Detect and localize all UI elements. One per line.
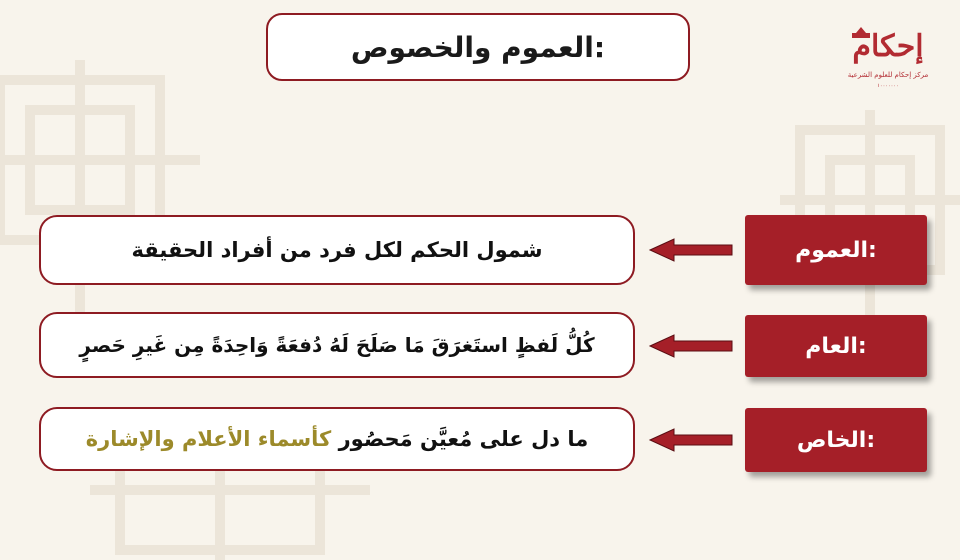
page-title: [266, 13, 690, 81]
left-arrow-icon: [648, 237, 734, 263]
definition-khas-text: ما دل على مُعيَّن مَحصُور: [338, 427, 589, 451]
page-title-text: العموم والخصوص:: [350, 30, 606, 64]
label-aam: [745, 315, 927, 377]
ihkam-logo-icon: [846, 25, 930, 95]
definition-aam: [39, 312, 635, 378]
definition-umum-text: شمول الحكم لكل فرد من أفراد الحقيقة: [131, 238, 543, 262]
definition-khas: [39, 407, 635, 471]
label-umum-text: العموم:: [795, 237, 877, 263]
logo-number: ١٠٠٠٠٠٠٠: [877, 83, 899, 89]
background-pattern-left: [0, 40, 220, 340]
label-umum: [745, 215, 927, 285]
logo-subtitle: مركز إحكام للعلوم الشرعية: [847, 71, 929, 79]
definition-umum: [39, 215, 635, 285]
label-khas-text: الخاص:: [796, 427, 876, 453]
definition-khas-highlight: كأسماء الأعلام والإشارة: [85, 427, 332, 451]
label-khas: [745, 408, 927, 472]
left-arrow-icon: [648, 427, 734, 453]
left-arrow-icon: [648, 333, 734, 359]
definition-aam-text: كُلُّ لَفظٍ استَغرَقَ مَا صَلَحَ لَهُ دُفعَةً وَاحِدَةً مِن غَيرِ حَصرٍ: [79, 333, 595, 357]
logo-name: إحكام: [852, 29, 924, 64]
label-aam-text: العام:: [805, 333, 867, 359]
